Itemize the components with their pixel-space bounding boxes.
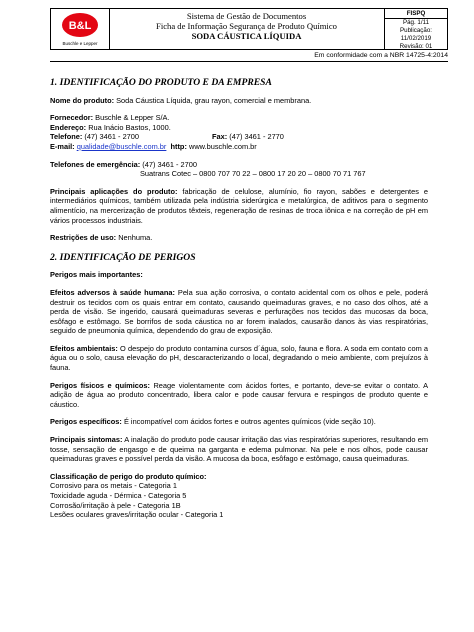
- physical-chemical-hazards: Perigos físicos e químicos: Reage violentamente com ácidos fortes, e portanto, deve-se evitar o contato. A adição de água ao produto concentrado, libera calor e pode causar fervura e respingos de produto quente e cáustico.: [50, 380, 428, 409]
- company-logo: [51, 9, 110, 49]
- classification-item: Lesões oculares graves/irritação ocular - Categoria 1: [50, 510, 224, 520]
- email-link[interactable]: qualidade@buschle.com.br: [76, 141, 167, 151]
- svg-text:Buschle e Lepper: Buschle e Lepper: [62, 41, 98, 46]
- header-product-title: SODA CÁUSTICA LÍQUIDA: [191, 31, 302, 41]
- header-meta-block: [385, 9, 447, 49]
- health-effects: Efeitos adversos à saúde humana: Pela sua ação corrosiva, o contato acidental com os olhos e pele, poderá destruir os tecidos com os quais entrar em contato, causando queimaduras graves, e no caso dos olhos, até a perda de visão. Se ingerido, causará queimaduras severas e perfurações nos tecidos das mucosas da boca, esôfago e estômago. Se borrifos de soda cáustica no ar forem inalados, causarão danos às vias respiratórias, seguido de pneumonia química, dependendo do grau de exposição.: [50, 287, 428, 336]
- hazard-classification: Classificação de perigo do produto químico: Corrosivo para os metais - Categoria 1 Toxicidade aguda - Dérmica - Categoria 5 Corrosão/irritação à pele - Categoria 1B Lesões oculares graves/irritação ocular - Categoria 1: [50, 472, 428, 520]
- website-link[interactable]: www.buschle.com.br: [186, 141, 257, 151]
- product-name: Nome do produto: Soda Cáustica Líquida, grau rayon, comercial e membrana.: [50, 95, 312, 105]
- header-title-block: [109, 9, 385, 49]
- main-symptoms: Principais sintomas: A inalação do produto pode causar irritação das vias respiratórias superiores, resultando em tosse, sensação de engasgo e de queima na garganta e edema pulmonar. Na pele e nos olhos, pode causar queimaduras graves e possível perda da visão. A mucosa da boca, esôfago e estômago, causa queimaduras.: [50, 435, 428, 464]
- header-doc-title: Ficha de Informação Segurança de Produto Químico: [156, 21, 337, 31]
- document-body: [50, 68, 428, 520]
- classification-item: Corrosivo para os metais - Categoria 1: [50, 481, 177, 491]
- section-2-title: 2. IDENTIFICAÇÃO DE PERIGOS: [50, 251, 196, 263]
- section-1-title: 1. IDENTIFICAÇÃO DO PRODUTO E DA EMPRESA: [50, 77, 272, 88]
- header-divider: [50, 61, 448, 62]
- fispq-label: FISPQ: [385, 9, 447, 19]
- document-header: [50, 8, 448, 50]
- logo-icon: [51, 9, 109, 49]
- environmental-effects: Efeitos ambientais: O despejo do produto contamina cursos d´água, solo, fauna e flora. A soda em contato com a água ou o solo, causa elevação do pH, descaracterizando o local, degradando o meio ambiente, com prejuízos à fauna.: [50, 343, 429, 373]
- emergency-phones: Telefones de emergência: (47) 3461 - 2700 Suatrans Cotec – 0800 707 70 22 – 0800 17 20 20 – 0800 70 71 767: [50, 159, 366, 179]
- use-restrictions: Restrições de uso: Nenhuma.: [50, 233, 153, 243]
- product-uses: Principais aplicações do produto: fabricação de celulose, alumínio, fio rayon, sabões e detergentes e intermediários químicos, também utilizada pela indústria siderúrgica e metalúrgica, de aditivos para o segmento alimentício, na mercerização de produtos têxteis, regeneração de resinas de troca iônica e na correção de pH em vários processos industriais.: [50, 186, 428, 225]
- revision-number: Revisão: 01: [399, 43, 433, 50]
- page-number: Pág. 1/11: [402, 19, 430, 26]
- header-system-title: Sistema de Gestão de Documentos: [186, 11, 307, 21]
- conformity-note: Em conformidade com a NBR 14725-4:2014: [314, 52, 448, 59]
- classification-item: Toxicidade aguda - Dérmica - Categoria 5: [50, 491, 187, 500]
- specific-hazards: Perigos específicos: É incompatível com ácidos fortes e outros agentes químicos (vide seção 10).: [50, 417, 376, 427]
- main-hazards-heading: Perigos mais importantes:: [50, 270, 143, 280]
- classification-item: Corrosão/irritação à pele - Categoria 1B: [50, 500, 181, 510]
- supplier-block: Fornecedor: Buschle & Lepper S/A. Endereço: Rua Inácio Bastos, 1000. Telefone: (47) 3461 - 2700 Fax: (47) 3461 - 2770 E-mail: qualidade@buschle.com.br http: www.buschle.com.br: [50, 113, 284, 151]
- publication-date: Publicação: 11/02/2019: [400, 27, 432, 42]
- svg-text:B&L: B&L: [68, 20, 92, 32]
